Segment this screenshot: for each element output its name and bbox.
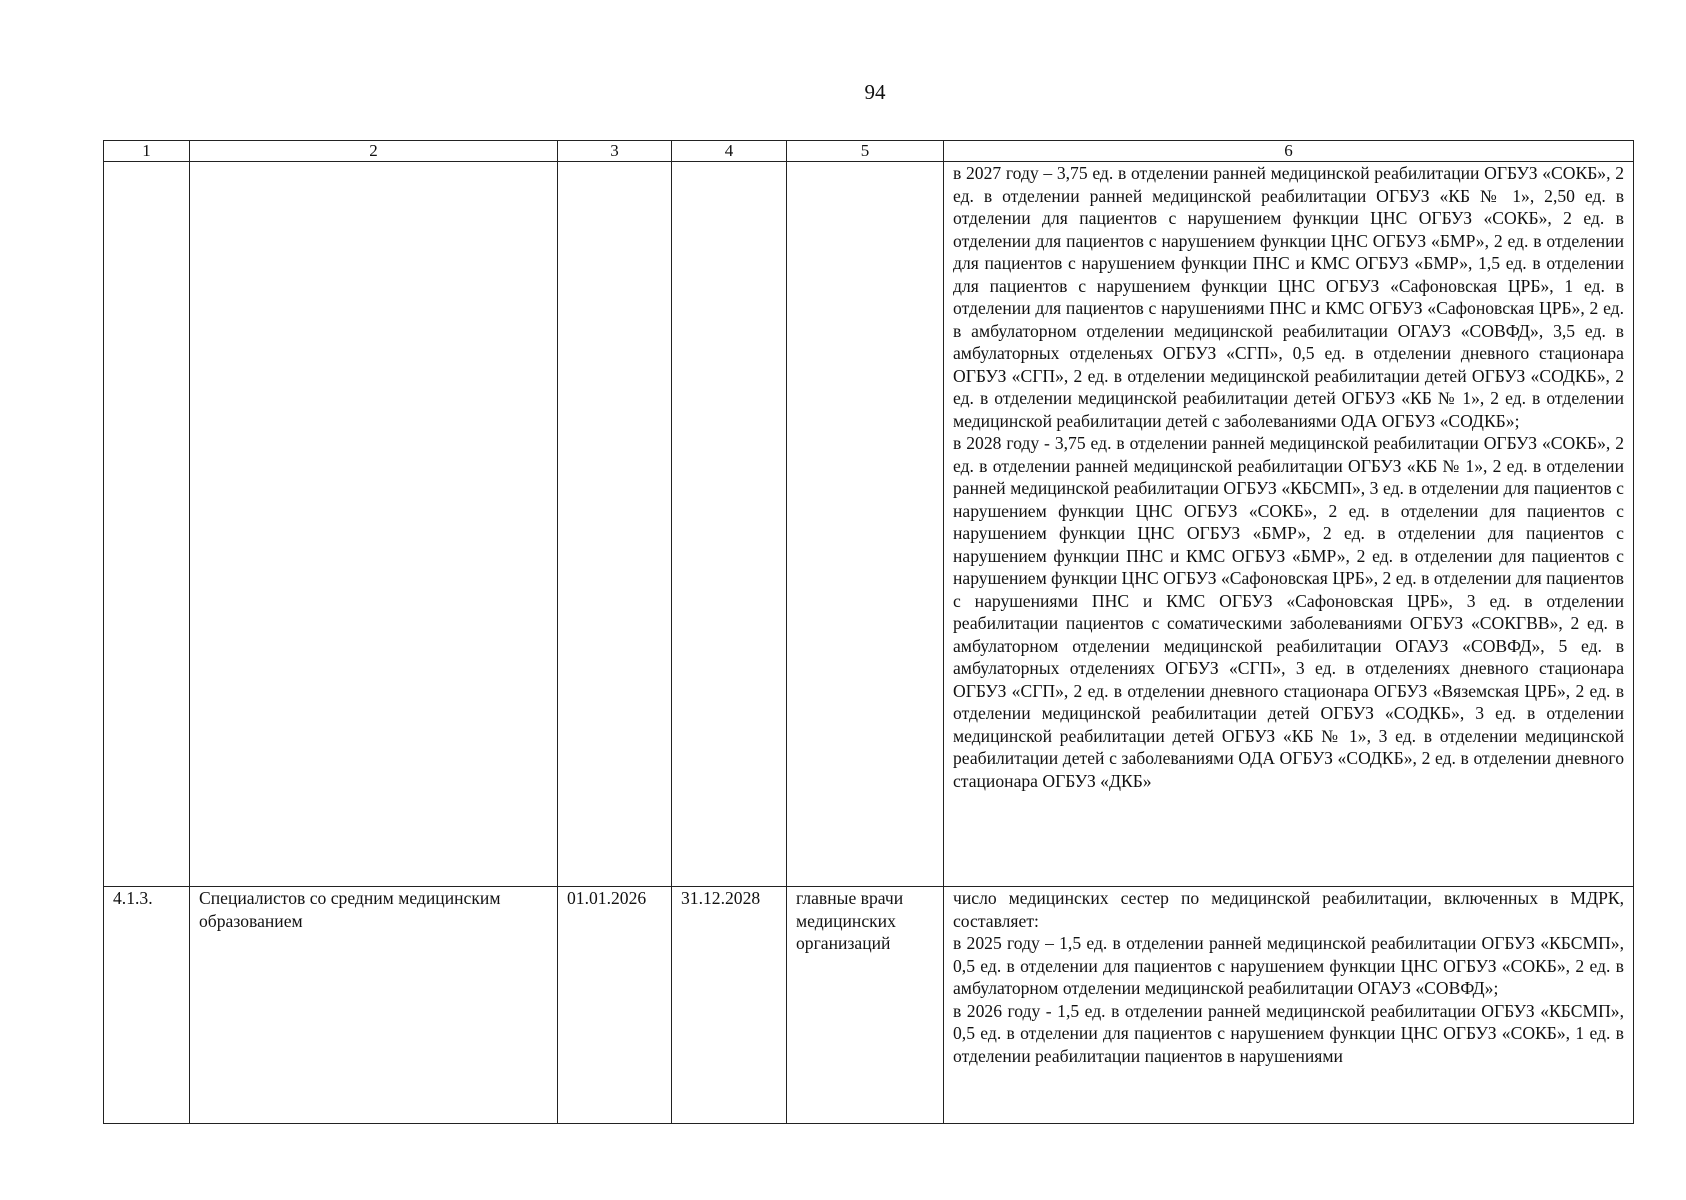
column-header: 1 bbox=[104, 141, 190, 162]
paragraph: в 2026 году - 1,5 ед. в отделении ранней медицинской реабилитации ОГБУЗ «КБСМП», 0,5 ед. в отделении для пациентов с нарушением функции ЦНС ОГБУЗ «СОКБ», 1 ед. в отделении реабилитации пациентов в нарушениями bbox=[953, 1000, 1624, 1066]
cell-responsible bbox=[787, 162, 944, 887]
column-header: 3 bbox=[558, 141, 672, 162]
page-number: 94 bbox=[864, 80, 886, 104]
table-row bbox=[104, 162, 1634, 887]
cell-end-date: 31.12.2028 bbox=[672, 887, 787, 1124]
cell-responsible: главные врачи медицинских организаций bbox=[787, 887, 944, 1124]
paragraph: число медицинских сестер по медицинской реабилитации, включенных в МДРК, составляет: bbox=[953, 888, 1624, 931]
cell-name bbox=[190, 162, 558, 887]
cell-start-date bbox=[558, 162, 672, 887]
cell-number: 4.1.3. bbox=[104, 887, 190, 1124]
cell-start-date: 01.01.2026 bbox=[558, 887, 672, 1124]
paragraph: в 2027 году – 3,75 ед. в отделении ранней медицинской реабилитации ОГБУЗ «СОКБ», 2 ед. в отделении ранней медицинской реабилитации ОГБУЗ «КБ № 1», 2,50 ед. в отделении для пациентов с нарушением функции ЦНС ОГБУЗ «СОКБ», 2 ед. в отделении для пациентов с нарушением функции ЦНС ОГБУЗ «БМР», 2 ед. в отделении для пациентов с нарушением функции ПНС и КМС ОГБУЗ «БМР», 1,5 ед. в отделении для пациентов с нарушением функции ЦНС ОГБУЗ «Сафоновская ЦРБ», 1 ед. в отделении для пациентов с нарушениями ПНС и КМС ОГБУЗ «Сафоновская ЦРБ», 2 ед. в амбулаторном отделении медицинской реабилитации ОГАУЗ «СОВФД», 3,5 ед. в амбулаторных отделеньях ОГБУЗ «СГП», 0,5 ед. в отделении дневного стационара ОГБУЗ «СГП», 2 ед. в отделении медицинской реабилитации детей ОГБУЗ «СОДКБ», 2 ед. в отделении медицинской реабилитации детей ОГБУЗ «КБ № 1», 2 ед. в отделении медицинской реабилитации детей с заболеваниями ОДА ОГБУЗ «СОДКБ»; bbox=[953, 163, 1624, 431]
table-header-row bbox=[104, 141, 1634, 162]
paragraph: в 2025 году – 1,5 ед. в отделении ранней медицинской реабилитации ОГБУЗ «КБСМП», 0,5 ед. в отделении для пациентов с нарушением функции ЦНС ОГБУЗ «СОКБ», 2 ед. в амбулаторном отделении медицинской реабилитации ОГАУЗ «СОВФД»; bbox=[953, 933, 1624, 998]
column-header: 6 bbox=[944, 141, 1634, 162]
column-header: 4 bbox=[672, 141, 787, 162]
column-header: 5 bbox=[787, 141, 944, 162]
cell-description bbox=[944, 162, 1634, 887]
measures-table bbox=[103, 140, 1634, 1124]
cell-description bbox=[944, 887, 1634, 1124]
cell-end-date bbox=[672, 162, 787, 887]
cell-number bbox=[104, 162, 190, 887]
paragraph: в 2028 году - 3,75 ед. в отделении ранней медицинской реабилитации ОГБУЗ «СОКБ», 2 ед. в отделении ранней медицинской реабилитации ОГБУЗ «КБ № 1», 2 ед. в отделении ранней медицинской реабилитации ОГБУЗ «КБСМП», 3 ед. в отделении для пациентов с нарушением функции ЦНС ОГБУЗ «СОКБ», 2 ед. в отделении для пациентов с нарушением функции ЦНС ОГБУЗ «БМР», 2 ед. в отделении для пациентов с нарушением функции ПНС и КМС ОГБУЗ «БМР», 2 ед. в отделении для пациентов с нарушением функции ЦНС ОГБУЗ «Сафоновская ЦРБ», 2 ед. в отделении для пациентов с нарушениями ПНС и КМС ОГБУЗ «Сафоновская ЦРБ», 3 ед. в отделении реабилитации пациентов с соматическими заболеваниями ОГБУЗ «СОКГВВ», 2 ед. в амбулаторном отделении медицинской реабилитации ОГАУЗ «СОВФД», 5 ед. в амбулаторных отделениях ОГБУЗ «СГП», 3 ед. в отделениях дневного стационара ОГБУЗ «СГП», 2 ед. в отделении дневного стационара ОГБУЗ «Вяземская ЦРБ», 2 ед. в отделении медицинской реабилитации детей ОГБУЗ «СОДКБ», 3 ед. в отделении медицинской реабилитации детей ОГБУЗ «КБ № 1», 3 ед. в отделении медицинской реабилитации детей с заболеваниями ОДА ОГБУЗ «СОДКБ», 2 ед. в отделении дневного стационара ОГБУЗ «ДКБ» bbox=[953, 433, 1624, 791]
cell-name: Специалистов со средним медицинским образованием bbox=[190, 887, 558, 1124]
table-row bbox=[104, 887, 1634, 1124]
column-header: 2 bbox=[190, 141, 558, 162]
